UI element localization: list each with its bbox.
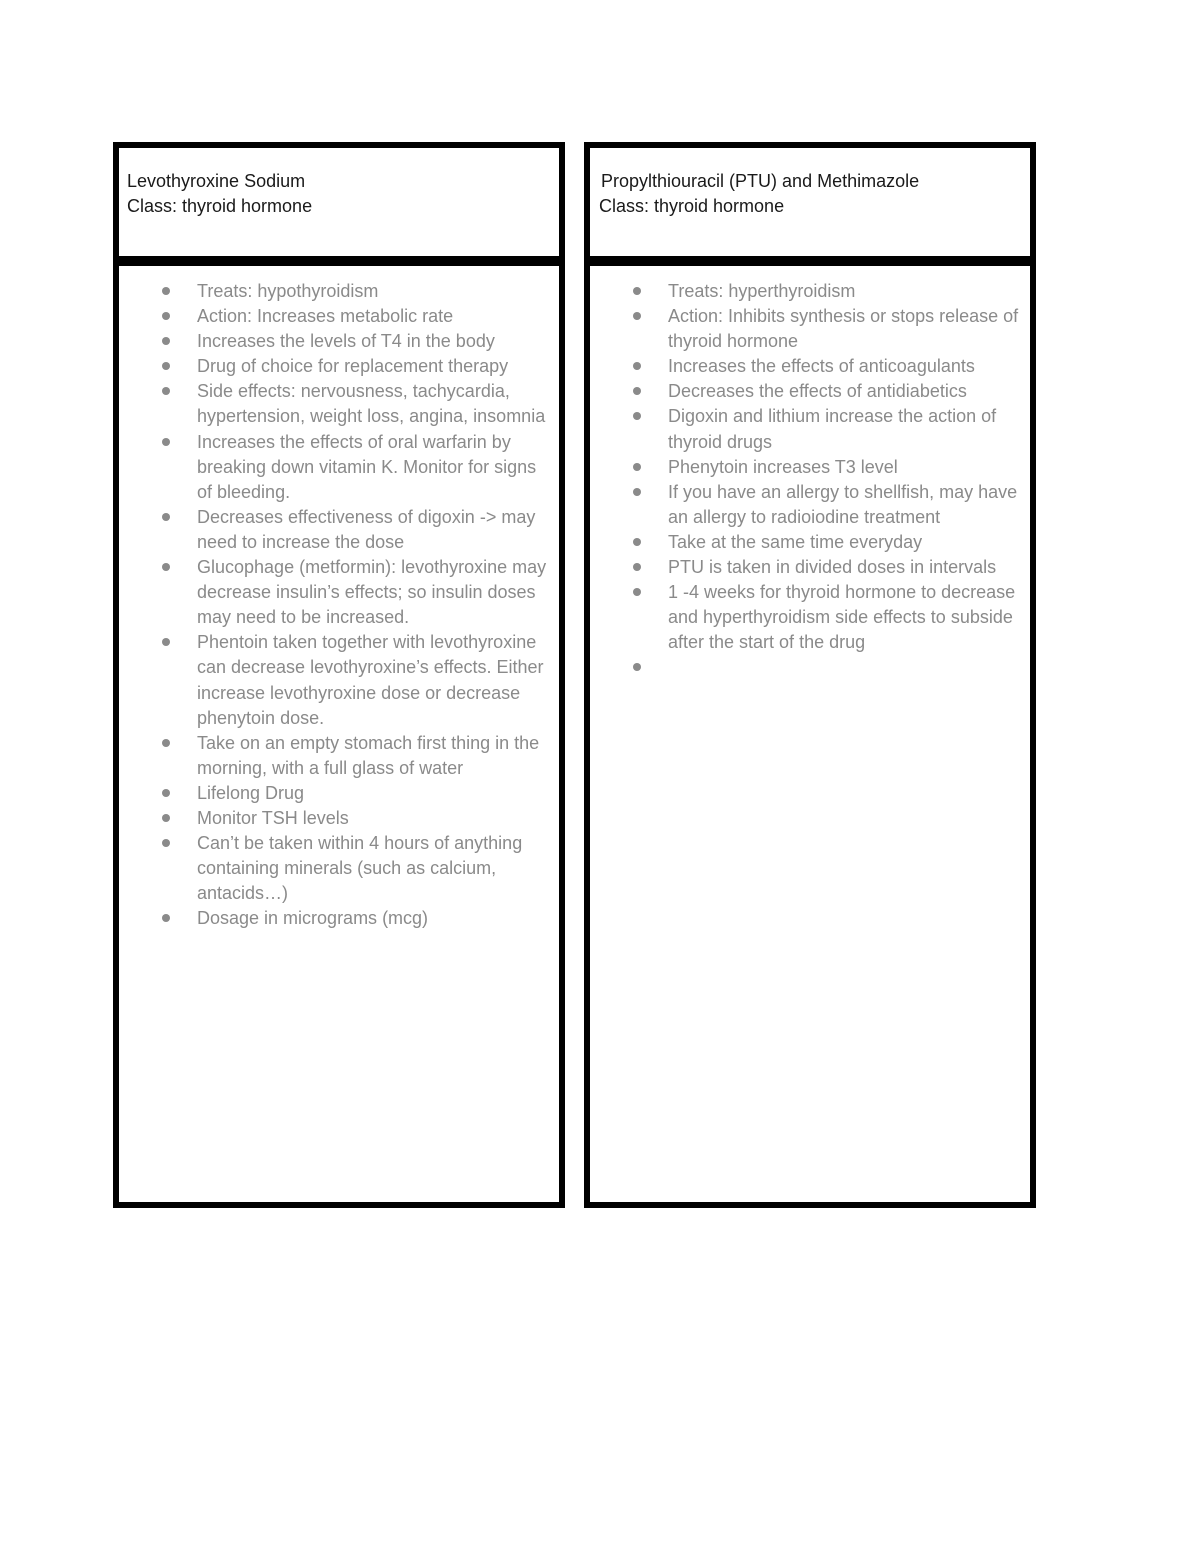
list-item: Action: Inhibits synthesis or stops release of thyroid hormone [590,304,1030,354]
bullet-icon [162,914,170,922]
bullet-icon [162,638,170,646]
bullet-icon [162,312,170,320]
bullet-icon [633,588,641,596]
list-item: Lifelong Drug [119,781,559,806]
list-item: Take at the same time everyday [590,530,1030,555]
drug-title: Propylthiouracil (PTU) and Methimazole [601,171,920,191]
bullet-icon [633,362,641,370]
list-item: Treats: hyperthyroidism [590,279,1030,304]
bullet-icon [633,538,641,546]
bullet-icon [162,287,170,295]
bullet-icon [162,739,170,747]
levothyroxine-card [113,142,565,1208]
list-item: Phentoin taken together with levothyroxine can decrease levothyroxine’s effects. Either increase levothyroxine dose or decrease phenytoin dose. [119,630,559,730]
bullet-icon [633,563,641,571]
card-header [590,148,1030,262]
bullet-icon [162,789,170,797]
list-item: Action: Increases metabolic rate [119,304,559,329]
list-item: Take on an empty stomach first thing in the morning, with a full glass of water [119,731,559,781]
list-item: Drug of choice for replacement therapy [119,354,559,379]
list-item: Increases the levels of T4 in the body [119,329,559,354]
list-item: Monitor TSH levels [119,806,559,831]
bullet-icon [633,663,641,671]
list-item: Can’t be taken within 4 hours of anything containing minerals (such as calcium, antacids…) [119,831,559,906]
bullet-icon [162,513,170,521]
bullet-icon [162,438,170,446]
drug-class: Class: thyroid hormone [127,196,313,216]
list-item: Side effects: nervousness, tachycardia, hypertension, weight loss, angina, insomnia [119,379,559,429]
list-item: Treats: hypothyroidism [119,279,559,304]
list-item: 1 -4 weeks for thyroid hormone to decrease and hyperthyroidism side effects to subside after the start of the drug [590,580,1030,655]
bullet-icon [633,463,641,471]
ptu-methimazole-card [584,142,1036,1208]
list-item: PTU is taken in divided doses in intervals [590,555,1030,580]
bullet-icon [162,839,170,847]
bullet-list [119,279,559,931]
list-item: Increases the effects of oral warfarin by breaking down vitamin K. Monitor for signs of bleeding. [119,430,559,505]
bullet-icon [633,312,641,320]
card-body [119,262,559,1202]
bullet-icon [162,387,170,395]
list-item: Glucophage (metformin): levothyroxine may decrease insulin’s effects; so insulin doses may need to be increased. [119,555,559,630]
list-item: Increases the effects of anticoagulants [590,354,1030,379]
list-item: If you have an allergy to shellfish, may have an allergy to radioiodine treatment [590,480,1030,530]
drug-title: Levothyroxine Sodium [127,171,306,191]
bullet-icon [633,412,641,420]
bullet-icon [633,387,641,395]
card-body [590,262,1030,1202]
bullet-icon [162,814,170,822]
bullet-list [590,279,1030,681]
list-item: Digoxin and lithium increase the action of thyroid drugs [590,404,1030,454]
card-header [119,148,559,262]
bullet-icon [162,563,170,571]
drug-class: Class: thyroid hormone [599,196,785,216]
list-item: Decreases effectiveness of digoxin -> may need to increase the dose [119,505,559,555]
bullet-icon [633,488,641,496]
bullet-icon [162,337,170,345]
list-item: Phenytoin increases T3 level [590,455,1030,480]
list-item: Dosage in micrograms (mcg) [119,906,559,931]
list-item [590,655,1030,680]
bullet-icon [162,362,170,370]
list-item: Decreases the effects of antidiabetics [590,379,1030,404]
bullet-icon [633,287,641,295]
